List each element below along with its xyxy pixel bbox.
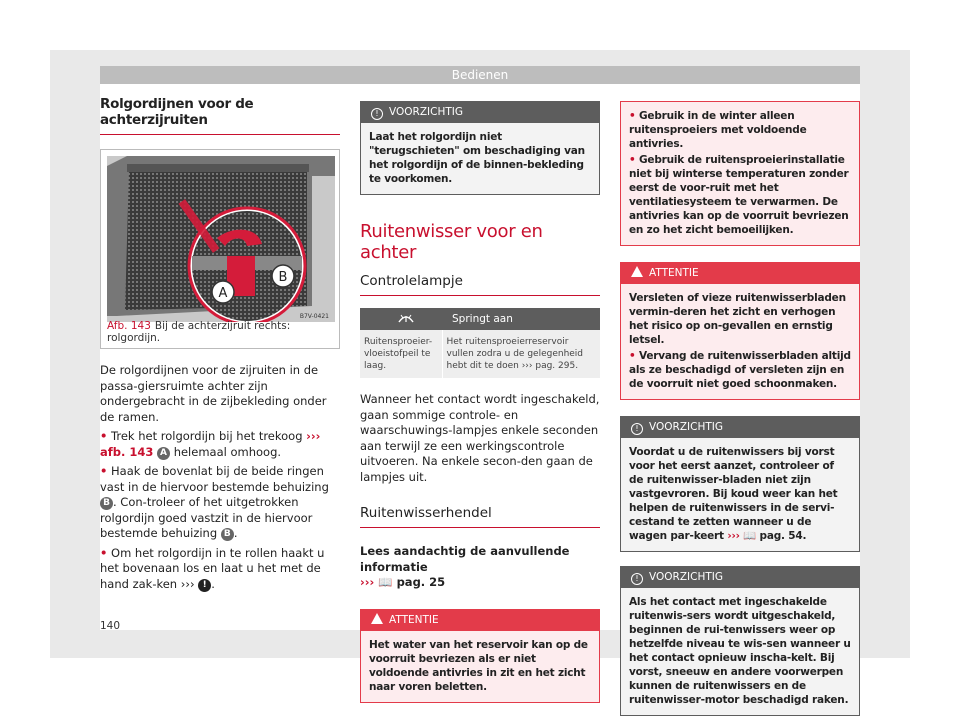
- attention-bullet-2: • Gebruik de ruitensproeierinstallatie niet bij winterse temperaturen zonder eerst de voor-ruit met het ventilatiesysteem te verwarmen. De antivries kan op de voorruit bevriezen en zo het zicht bemoeilijken.: [629, 154, 849, 236]
- caution-header-3: ! VOORZICHTIG: [621, 567, 859, 588]
- book-icon: 📖: [378, 575, 393, 589]
- lamp-paragraph: Wanneer het contact wordt ingeschakeld, gaan sommige controle- en waarschuwings-lampjes enkele seconden aan terwijl ze een werkingscontrole uitvoeren. Na enkele secon-den gaan de lampjes uit.: [360, 392, 600, 484]
- see-info: Lees aandachtig de aanvullende informatie ››› 📖 pag. 25: [360, 544, 570, 589]
- info-icon: !: [631, 423, 643, 435]
- right-column: [620, 101, 860, 716]
- warning-icon: !: [198, 579, 211, 592]
- marker-b-inline: B: [221, 528, 234, 541]
- attention-text: Het water van het reservoir kan op de voorruit bevriezen als er niet voldoende antivries in zit en het zicht naar voren beletten.: [361, 631, 599, 702]
- caution-box-2: [620, 416, 860, 552]
- bullet-3: • Om het rolgordijn in te rollen haakt u het bovenaan los en laat u het met de hand zak-ken ››› ! .: [100, 545, 325, 591]
- marker-b: B: [278, 270, 288, 285]
- attention-box-1: [360, 609, 600, 703]
- attention-bullet-3: • Vervang de ruitenwisserbladen altijd als ze beschadigd of versleten zijn en de voorruit niet goed schoonmaken.: [629, 350, 851, 390]
- attention-header-2: ATTENTIE: [621, 263, 859, 284]
- washer-lamp-icon: [360, 308, 442, 330]
- marker-a-inline: A: [157, 447, 170, 460]
- attention-box-2: [620, 262, 860, 400]
- caution-header: ! VOORZICHTIG: [361, 102, 599, 123]
- info-icon: !: [371, 108, 383, 120]
- figure-143: [100, 149, 340, 349]
- section-title-wipers: Ruitenwisser voor en achter: [360, 221, 543, 263]
- caution-text-3: Als het contact met ingeschakelde ruitenwis-sers wordt uitgeschakeld, beginnen de rui-tenwissers weer op hetzelfde niveau te wis-sen wanneer u het contact opnieuw inscha-kelt. Bij vorst, sneeuw en andere voorwerpen kunnen de ruitenwissers en de ruitenwisser-motor beschadigd raken.: [621, 588, 859, 715]
- left-column: [100, 96, 340, 592]
- caution-text: Laat het rolgordijn niet "terugschieten" om beschadiging van het rolgordijn of de binnen-bekleding te voorkomen.: [361, 123, 599, 194]
- subsection-title-lamp: Controlelampje: [360, 273, 600, 296]
- page-link[interactable]: pag. 54.: [759, 530, 807, 542]
- page-number: 140: [100, 620, 121, 632]
- rolgordijn-illustration: [107, 156, 335, 322]
- table-header-on: Springt aan: [442, 308, 600, 330]
- intro-paragraph: De rolgordijnen voor de zijruiten in de passa-giersruimte achter zijn ondergebracht in de zijbekleding onder de ramen.: [100, 363, 327, 424]
- caution-text-2: Voordat u de ruitenwissers bij vorst voor het eerst aanzet, controleer of de ruitenwisser-bladen niet zijn vastgevroren. Bij koud weer kan het helpen de ruitenwissers in de servi-cestand te zetten wanneer u de wagen par-keert ››› 📖 pag. 54.: [621, 438, 859, 551]
- bullet-1: • Trek het rolgordijn bij het trekoog ››› afb. 143 A helemaal omhoog.: [100, 429, 321, 459]
- caption-text: Bij de achterzijruit rechts: rolgordijn.: [107, 320, 291, 344]
- middle-column: [360, 101, 600, 703]
- marker-b-inline: B: [100, 497, 113, 510]
- page-header: Bedienen: [100, 66, 860, 84]
- table-cell-condition: Ruitensproeier-vloeistofpeil te laag.: [360, 330, 442, 378]
- marker-a: A: [218, 286, 228, 301]
- warning-triangle-icon: [631, 266, 643, 277]
- table-cell-action: Het ruitensproeierreservoir vullen zodra u de gelegenheid hebt dit te doen ››› pag. 295.: [442, 330, 600, 378]
- figure-label: Afb. 143: [107, 320, 151, 332]
- caution-box-1: [360, 101, 600, 195]
- attention-bullet-1: • Gebruik in de winter alleen ruitensproeiers met voldoende antivries.: [629, 110, 807, 150]
- subsection-title-lever: Ruitenwisserhendel: [360, 505, 600, 528]
- caution-header-2: ! VOORZICHTIG: [621, 417, 859, 438]
- attention-continued: [620, 101, 860, 246]
- page-link[interactable]: pag. 25: [396, 575, 446, 589]
- bullet-2: • Haak de bovenlat bij de beide ringen vast in de hiervoor bestemde behuizing B . Con-troleer of het uitgetrokken rolgordijn goed vastzit in de hiervoor bestemde behuizing B .: [100, 464, 329, 540]
- figure-caption: [107, 320, 339, 344]
- figure-link[interactable]: ››› afb. 143: [100, 429, 321, 459]
- figure-code: B7V-0421: [299, 313, 329, 320]
- warning-triangle-icon: [371, 613, 383, 624]
- info-icon: !: [631, 573, 643, 585]
- caution-box-3: [620, 566, 860, 716]
- attention-header: ATTENTIE: [361, 610, 599, 631]
- attention-paragraph: Versleten of vieze ruitenwisserbladen vermin-deren het zicht en verhogen het risico op on-gevallen en ernstig letsel.: [629, 292, 846, 346]
- section-title: Rolgordijnen voor de achterzijruiten: [100, 96, 340, 135]
- book-icon: 📖: [743, 530, 757, 542]
- indicator-table: [360, 308, 600, 378]
